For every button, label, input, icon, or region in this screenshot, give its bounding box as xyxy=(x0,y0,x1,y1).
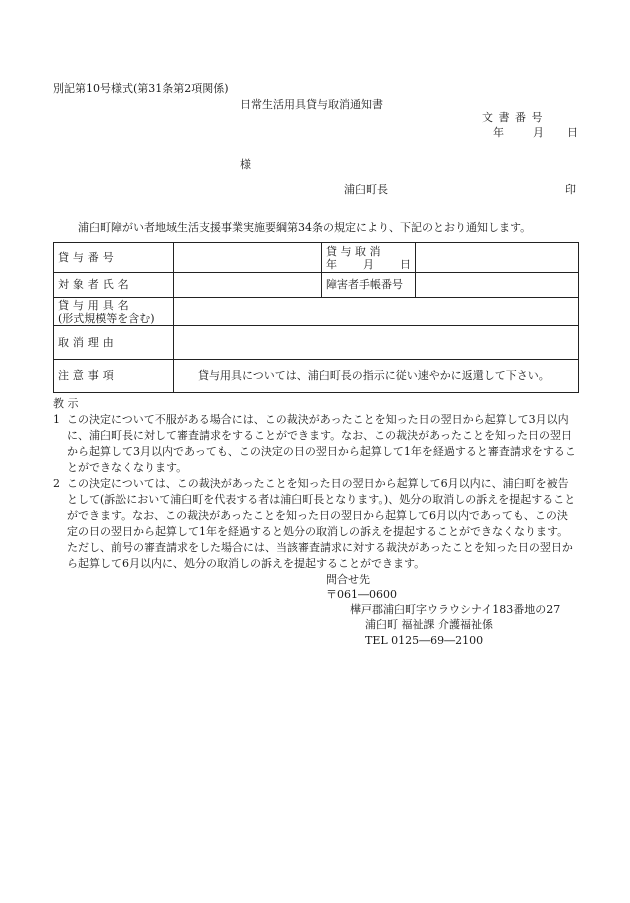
handbook-number-label: 障害者手帳番号 xyxy=(322,273,416,298)
contact-postal-code: 〒061―0600 xyxy=(326,588,397,601)
table-row xyxy=(54,298,579,326)
date-month-label: 月 xyxy=(533,126,544,139)
handbook-number-value xyxy=(416,273,579,298)
cancel-day-label: 日 xyxy=(400,257,411,271)
equipment-name-text: 貸 与 用 具 名 xyxy=(58,298,129,312)
instructions-heading: 教 示 xyxy=(53,397,79,410)
loan-cancel-date-value xyxy=(416,243,579,273)
loan-number-label: 貸 与 番 号 xyxy=(54,243,174,273)
table-row xyxy=(54,273,579,298)
table-row xyxy=(54,243,579,273)
recipient-suffix: 様 xyxy=(240,158,251,171)
table-row xyxy=(54,360,579,393)
instruction-item xyxy=(53,476,578,572)
loan-cancel-label-text: 貸 与 取 消 xyxy=(326,244,381,258)
seal-mark: 印 xyxy=(565,183,576,196)
instruction-number: 2 xyxy=(53,477,60,490)
instruction-text: この決定については、この裁決があったことを知った日の翌日から起算して6月以内に、浦臼町を被告として(訴訟において浦臼町を代表する者は浦臼町長となります。)、処分の取消しの訴えを提起することができます。なお、この裁決があったことを知った日の翌日から起算して6月以内であっても、この決定の日の翌日から起算して1年を経過すると処分の取消しの訴えを提起することができなくなります。ただし、前号の審査請求をした場合には、当該審査請求に対する裁決があったことを知った日の翌日から起算して6月以内に、処分の取消しの訴えを提起することができます。 xyxy=(67,477,576,570)
contact-department: 浦臼町 福祉課 介護福祉係 xyxy=(365,618,493,631)
cancel-reason-label: 取 消 理 由 xyxy=(54,326,174,360)
table-row xyxy=(54,326,579,360)
form-number: 別記第10号様式(第31条第2項関係) xyxy=(53,82,229,95)
equipment-name-value xyxy=(174,298,579,326)
contact-phone: TEL 0125―69―2100 xyxy=(365,634,484,647)
contact-heading: 問合せ先 xyxy=(326,573,370,586)
subject-name-label: 対 象 者 氏 名 xyxy=(54,273,174,298)
document-number-label: 文 書 番 号 xyxy=(482,111,544,124)
loan-cancel-date-label xyxy=(322,243,416,273)
instruction-text: この決定について不服がある場合には、この裁決があったことを知った日の翌日から起算して3月以内に、浦臼町長に対して審査請求をすることができます。なお、この裁決があったことを知った日の翌日から起算して3月以内であっても、この決定の日の翌日から起算して1年を経過すると審査請求をすることができなくなります。 xyxy=(67,413,576,474)
contact-address: 樺戸郡浦臼町字ウラウシナイ183番地の27 xyxy=(350,603,561,616)
loan-info-table xyxy=(53,242,579,393)
cancel-year-label: 年 xyxy=(326,257,337,271)
date-year-label: 年 xyxy=(493,126,504,139)
subject-name-value xyxy=(174,273,322,298)
notes-text: 貸与用具については、浦臼町長の指示に従い速やかに返還して下さい。 xyxy=(174,360,579,393)
equipment-name-label xyxy=(54,298,174,326)
cancel-date-parts xyxy=(326,258,411,271)
document-title: 日常生活用具貸与取消通知書 xyxy=(240,98,383,111)
intro-text: 浦臼町障がい者地域生活支援事業実施要綱第34条の規定により、下記のとおり通知します。 xyxy=(78,221,532,234)
cancel-month-label: 月 xyxy=(363,257,374,271)
notes-label: 注 意 事 項 xyxy=(54,360,174,393)
sender-name: 浦臼町長 xyxy=(344,183,388,196)
cancel-reason-value xyxy=(174,326,579,360)
loan-number-value xyxy=(174,243,322,273)
instruction-number: 1 xyxy=(53,413,60,426)
instruction-item xyxy=(53,412,578,476)
equipment-spec-text: (形式規模等を含む) xyxy=(58,311,155,325)
date-day-label: 日 xyxy=(567,126,578,139)
